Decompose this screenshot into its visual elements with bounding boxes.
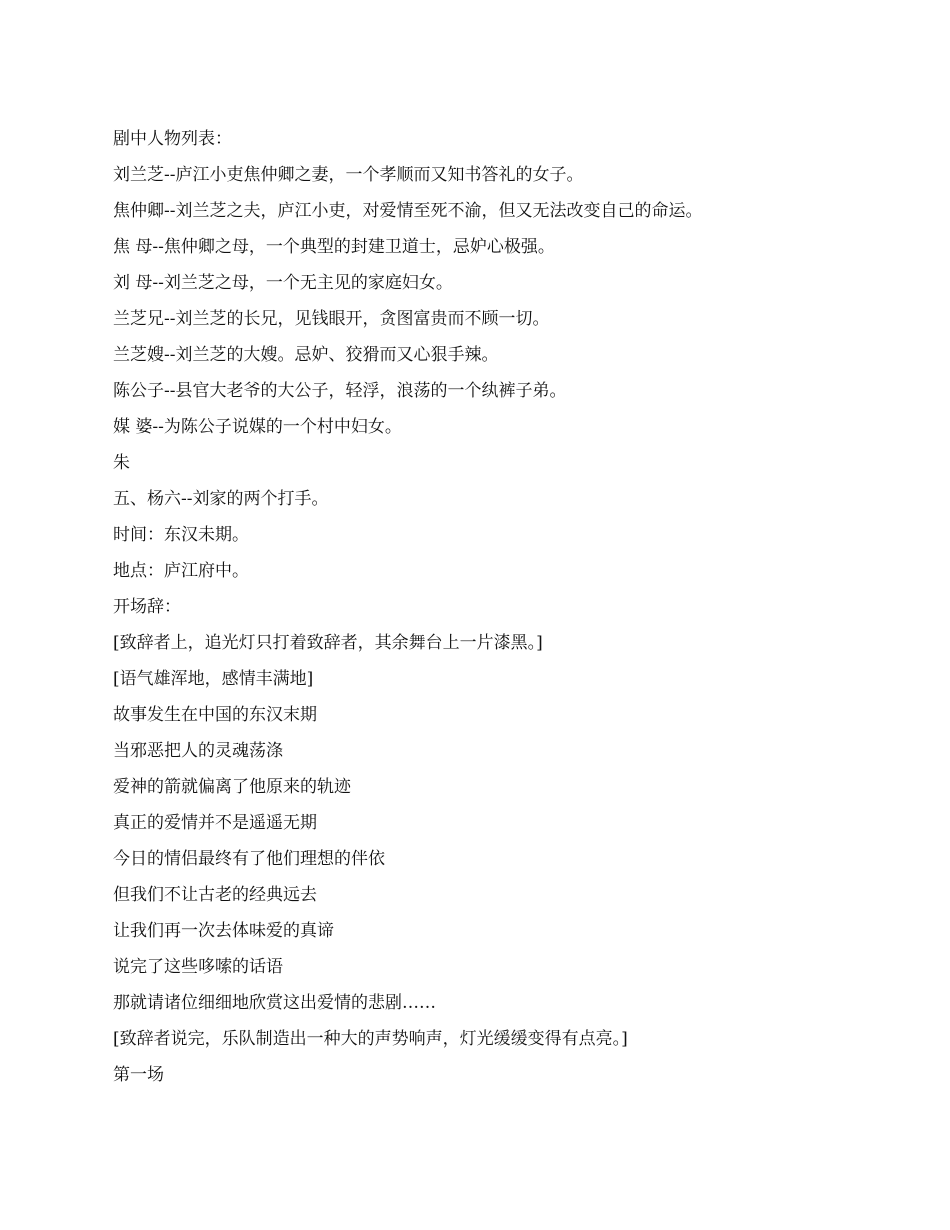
prologue-verse-line: 但我们不让古老的经典远去 (113, 885, 317, 905)
setting-place: 地点：庐江府中。 (113, 561, 249, 581)
prologue-verse-line: 真正的爱情并不是遥遥无期 (113, 813, 317, 833)
document-body (113, 121, 893, 1093)
cast-entry-lanzhi-brother: 兰芝兄--刘兰芝的长兄，见钱眼开，贪图富贵而不顾一切。 (113, 309, 550, 329)
cast-entry-zhu: 朱 (113, 453, 130, 473)
cast-entry-jiao-mother: 焦 母--焦仲卿之母，一个典型的封建卫道士，忌妒心极强。 (113, 237, 555, 257)
prologue-verse-line: 当邪恶把人的灵魂荡涤 (113, 741, 283, 761)
prologue-verse-line: 说完了这些哆嗦的话语 (113, 957, 283, 977)
cast-entry-thugs: 五、杨六--刘家的两个打手。 (113, 489, 329, 509)
cast-entry-chen-gongzi: 陈公子--县官大老爷的大公子，轻浮，浪荡的一个纨裤子弟。 (113, 381, 567, 401)
cast-entry-matchmaker: 媒 婆--为陈公子说媒的一个村中妇女。 (113, 417, 402, 437)
stage-direction: [致辞者说完，乐队制造出一种大的声势响声，灯光缓缓变得有点亮。] (113, 1029, 628, 1049)
prologue-heading: 开场辞： (113, 597, 181, 617)
prologue-verse-line: 爱神的箭就偏离了他原来的轨迹 (113, 777, 351, 797)
prologue-verse-line: 故事发生在中国的东汉末期 (113, 705, 317, 725)
scene-heading: 第一场 (113, 1065, 164, 1085)
prologue-verse-line: 让我们再一次去体味爱的真谛 (113, 921, 334, 941)
prologue-verse-line: 今日的情侣最终有了他们理想的伴依 (113, 849, 385, 869)
cast-entry-liu-mother: 刘 母--刘兰芝之母，一个无主见的家庭妇女。 (113, 273, 453, 293)
cast-list-heading: 剧中人物列表： (113, 129, 232, 149)
prologue-verse-line: 那就请诸位细细地欣赏这出爱情的悲剧…… (113, 993, 436, 1013)
stage-direction: [语气雄浑地，感情丰满地] (113, 669, 314, 689)
setting-time: 时间：东汉未期。 (113, 525, 249, 545)
cast-entry-liu-lanzhi: 刘兰芝--庐江小吏焦仲卿之妻，一个孝顺而又知书答礼的女子。 (113, 165, 584, 185)
stage-direction: [致辞者上，追光灯只打着致辞者，其余舞台上一片漆黑。] (113, 633, 543, 653)
cast-entry-lanzhi-sister-in-law: 兰芝嫂--刘兰芝的大嫂。忌妒、狡猾而又心狠手辣。 (113, 345, 499, 365)
cast-entry-jiao-zhongqing: 焦仲卿--刘兰芝之夫，庐江小吏，对爱情至死不渝，但又无法改变自己的命运。 (113, 201, 703, 221)
